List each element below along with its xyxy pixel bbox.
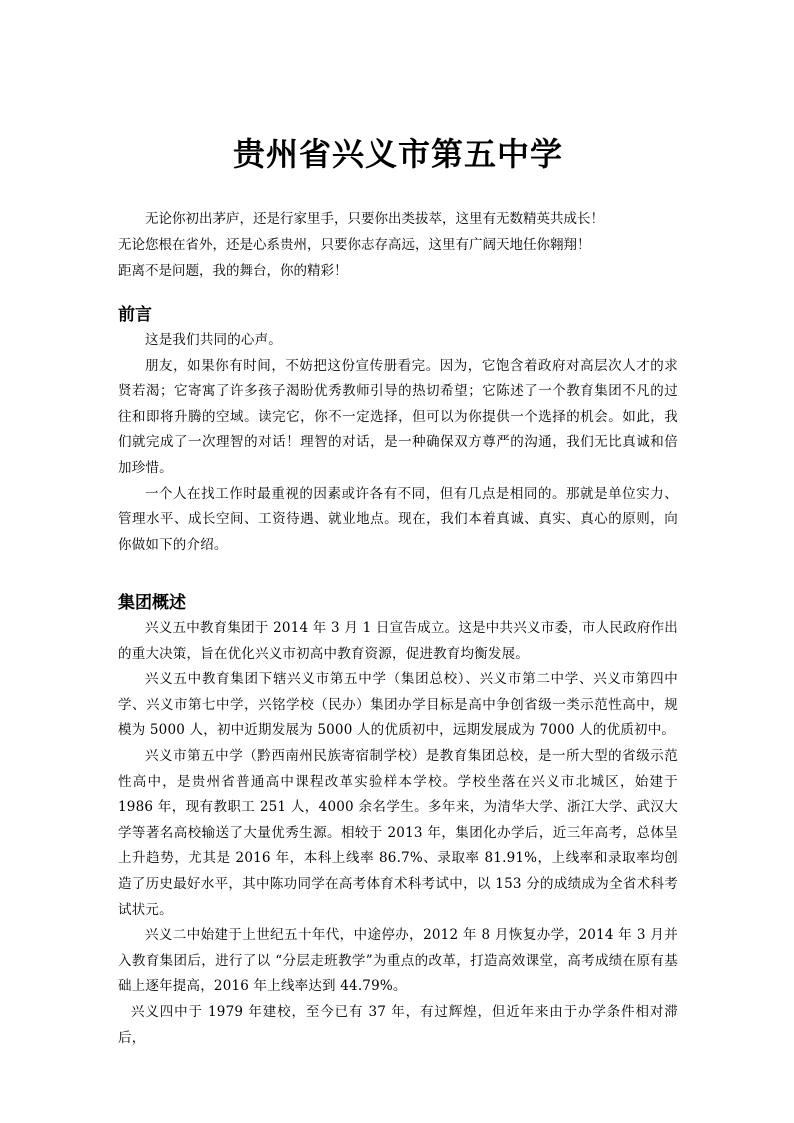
- group-paragraph: 兴义五中教育集团于 2014 年 3 月 1 日宣告成立。这是中共兴义市委，市人民政府作出的重大决策，旨在优化兴义市初高中教育资源，促进教育均衡发展。: [118, 620, 678, 662]
- preface-section: [118, 302, 678, 558]
- intro-line: 无论您根在省外，还是心系贵州，只要你志存高远，这里有广阔天地任你翱翔！: [118, 237, 591, 253]
- document-title: 贵州省兴义市第五中学: [232, 135, 563, 173]
- intro-line: 无论你初出茅庐，还是行家里手，只要你出类拔萃，这里有无数精英共成长！: [145, 211, 604, 227]
- intro-line: 距离不是问题，我的舞台，你的精彩！: [118, 263, 348, 279]
- intro-block: [118, 206, 678, 284]
- preface-heading: 前言: [118, 305, 152, 325]
- group-paragraph: 兴义二中始建于上世纪五十年代，中途停办，2012 年 8 月恢复办学，2014 年 3 月并入教育集团后，进行了以 “分层走班教学”为重点的改革，打造高效课堂，高考成绩在原有基础上逐年提高，2016 年上线率达到 44.79%。: [118, 927, 678, 995]
- group-paragraph: 兴义四中于 1979 年建校，至今已有 37 年，有过辉煌，但近年来由于办学条件相对滞后，: [118, 1003, 678, 1046]
- group-paragraph: 兴义五中教育集团下辖兴义市第五中学（集团总校）、兴义市第二中学、兴义市第四中学、兴义市第七中学，兴铭学校（民办）集团办学目标是高中争创省级一类示范性高中，规模为 5000 人，初中近期发展为 5000 人的优质初中，远期发展成为 7000 人的优质初中。: [118, 671, 678, 739]
- group-overview-heading: 集团概述: [118, 593, 186, 613]
- group-paragraph: 兴义市第五中学（黔西南州民族寄宿制学校）是教育集团总校，是一所大型的省级示范性高中，是贵州省普通高中课程改革实验样本学校。学校坐落在兴义市北城区，始建于 1986 年，现有教职工 251 人，4000 余名学生。多年来，为清华大学、浙江大学、武汉大学等著名高校输送了大量优秀生源。相较于 2013 年，集团化办学后，近三年高考，总体呈上升趋势，尤其是 2016 年，本科上线率 86.7%、录取率 81.91%，上线率和录取率均创造了历史最好水平，其中陈功同学在高考体育术科考试中，以 153 分的成绩成为全省术科考试状元。: [118, 747, 678, 918]
- preface-paragraph: 一个人在找工作时最重视的因素或许各有不同，但有几点是相同的。那就是单位实力、管理水平、成长空间、工资待遇、就业地点。现在，我们本着真诚、真实、真心的原则，向你做如下的介绍。: [118, 485, 678, 553]
- group-overview-section: [118, 590, 678, 1051]
- preface-paragraph: 这是我们共同的心声。: [145, 332, 282, 348]
- preface-paragraph: 朋友，如果你有时间，不妨把这份宣传册看完。因为，它饱含着政府对高层次人才的求贤若渴；它寄寓了许多孩子渴盼优秀教师引导的热切希望；它陈述了一个教育集团不凡的过往和即将升腾的空域。读完它，你不一定选择，但可以为你提供一个选择的机会。如此，我们就完成了一次理智的对话！理智的对话，是一种确保双方尊严的沟通，我们无比真诚和倍加珍惜。: [118, 357, 678, 476]
